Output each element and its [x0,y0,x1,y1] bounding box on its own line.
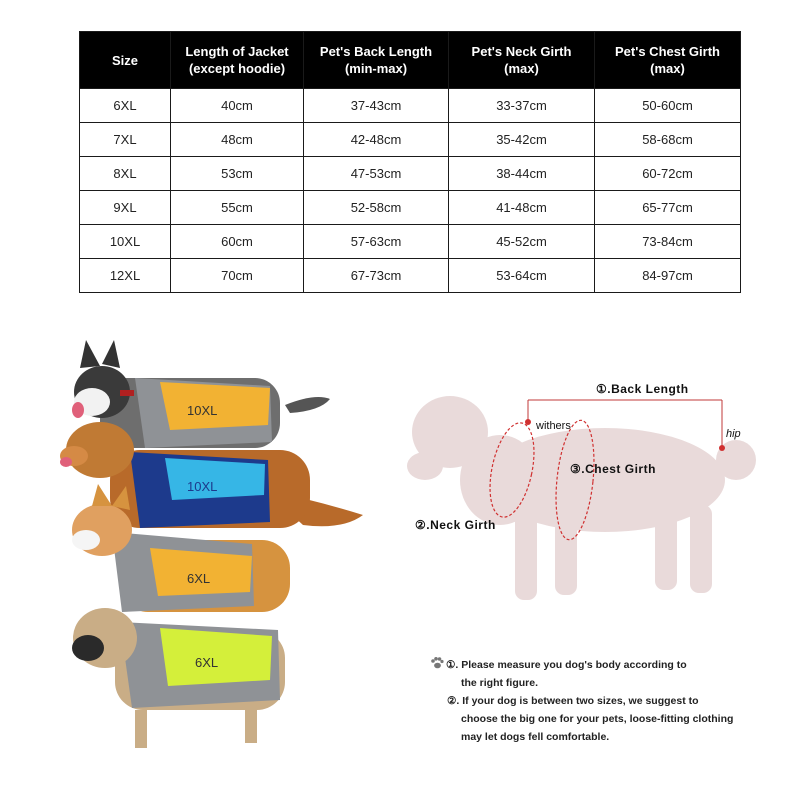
measurement-notes [430,656,790,746]
hip-point [719,445,725,451]
hip-label: hip [726,428,741,440]
withers-label: withers [536,420,571,432]
dogs-illustration [40,330,380,770]
cell-neck-girth: 33-37cm [449,89,595,123]
table-row [80,259,741,293]
cell-jacket-length: 60cm [171,225,304,259]
cell-back-length: 37-43cm [304,89,449,123]
dogs-wearing-jackets-photo [40,330,380,770]
cell-size: 7XL [80,123,171,157]
cell-jacket-length: 53cm [171,157,304,191]
cell-chest-girth: 84-97cm [595,259,741,293]
cell-size: 9XL [80,191,171,225]
cell-back-length: 67-73cm [304,259,449,293]
cell-jacket-length: 40cm [171,89,304,123]
measurement-figure [400,370,780,630]
cell-chest-girth: 73-84cm [595,225,741,259]
header-chest-girth: Pet's Chest Girth (max) [595,32,741,89]
cell-size: 10XL [80,225,171,259]
chest-girth-label: ③.Chest Girth [570,462,656,476]
note-2-line-3: may let dogs fell comfortable. [461,731,610,743]
cell-back-length: 57-63cm [304,225,449,259]
back-length-label: ①.Back Length [596,382,689,396]
pug-jacket-size-label: 6XL [195,655,219,670]
cell-back-length: 42-48cm [304,123,449,157]
cell-neck-girth: 41-48cm [449,191,595,225]
cell-neck-girth: 53-64cm [449,259,595,293]
corgi-jacket-size-label: 6XL [187,571,211,586]
cell-back-length: 52-58cm [304,191,449,225]
table-row [80,225,741,259]
paw-icon [430,656,444,670]
cell-size: 6XL [80,89,171,123]
cell-jacket-length: 55cm [171,191,304,225]
pug-dog [72,608,285,748]
cell-size: 12XL [80,259,171,293]
note-2-line-1: ②. If your dog is between two sizes, we suggest to [447,695,699,707]
cell-jacket-length: 48cm [171,123,304,157]
golden-jacket-size-label: 10XL [187,479,218,494]
header-size: Size [80,32,171,89]
cell-chest-girth: 60-72cm [595,157,741,191]
note-1 [430,656,790,674]
cell-back-length: 47-53cm [304,157,449,191]
withers-point [525,419,531,425]
table-header-row [80,32,741,89]
husky-jacket-size-label: 10XL [187,403,218,418]
cell-neck-girth: 38-44cm [449,157,595,191]
poodle-measurement-diagram [400,370,780,630]
note-1-line-2: the right figure. [461,677,538,689]
cell-chest-girth: 50-60cm [595,89,741,123]
header-jacket-length: Length of Jacket (except hoodie) [171,32,304,89]
header-neck-girth: Pet's Neck Girth (max) [449,32,595,89]
table-row [80,157,741,191]
table-row [80,123,741,157]
cell-neck-girth: 35-42cm [449,123,595,157]
cell-chest-girth: 65-77cm [595,191,741,225]
cell-neck-girth: 45-52cm [449,225,595,259]
table-row [80,191,741,225]
header-back-length: Pet's Back Length (min-max) [304,32,449,89]
neck-girth-label: ②.Neck Girth [415,518,496,532]
note-1-line-1: ①. Please measure you dog's body according to [446,659,687,671]
table-row [80,89,741,123]
cell-chest-girth: 58-68cm [595,123,741,157]
note-2-line-2: choose the big one for your pets, loose-fitting clothing [461,713,734,725]
cell-jacket-length: 70cm [171,259,304,293]
cell-size: 8XL [80,157,171,191]
poodle-dog [407,396,756,600]
size-chart-table [79,31,741,293]
